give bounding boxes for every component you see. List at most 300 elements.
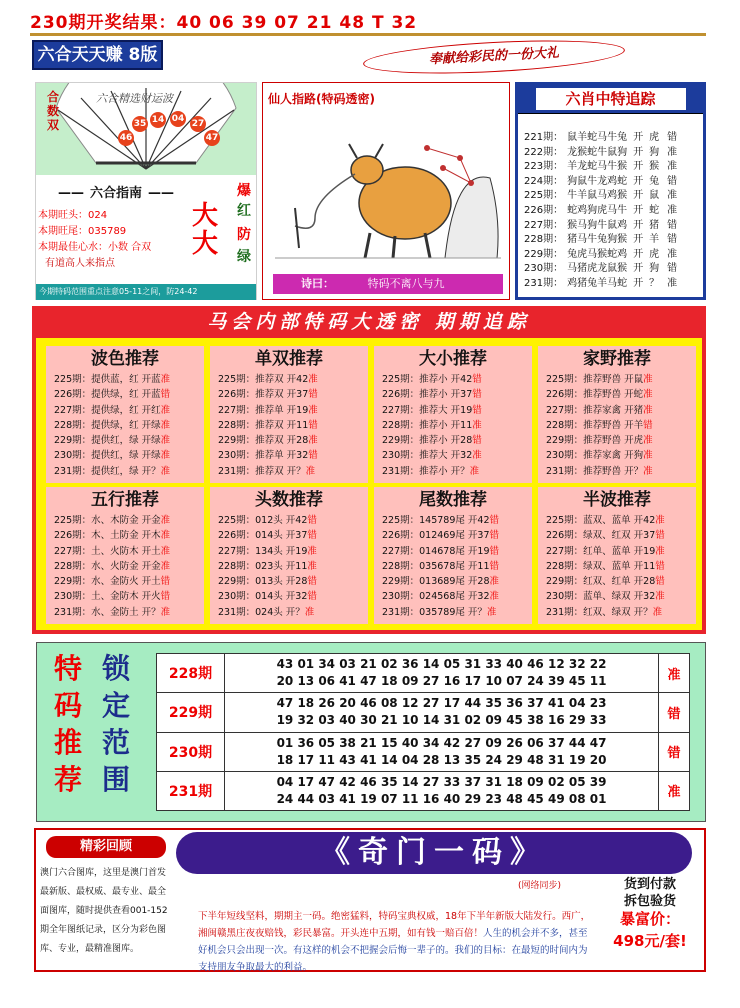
- lock-numbers-line1: 47 18 26 20 46 08 12 27 17 44 35 36 37 41 04 23: [276, 696, 607, 711]
- zodiac-row: [524, 201, 677, 216]
- recommend-line-result: 准: [160, 560, 171, 572]
- range-strip: 今期特码范围重点注意05-11之间，防24-42: [36, 284, 256, 300]
- recommend-line-result: 错: [308, 419, 318, 431]
- recommend-line-result: 错: [472, 404, 482, 416]
- zodiac-row-open: 开: [633, 146, 644, 158]
- zodiac-row-zodiac: 鼠羊蛇马牛兔: [567, 132, 628, 143]
- guide-xin: [38, 238, 151, 253]
- recommend-line-result: 错: [160, 389, 171, 401]
- recommend-line-text: 227期：134头 开19: [218, 545, 308, 557]
- zodiac-row-open: 开: [633, 205, 644, 216]
- recommend-line-result: 错: [489, 560, 500, 572]
- recommend-line-text: 229期：水、金防火 开土: [54, 576, 161, 588]
- recommend-line-result: 准: [307, 560, 317, 572]
- recommend-line: [46, 433, 204, 448]
- recommend-line: [374, 513, 532, 528]
- lock-numbers-line1: 43 01 34 03 21 02 36 14 05 31 33 40 46 12 32 22: [276, 657, 607, 672]
- xin-label: 本期最佳心水：: [38, 242, 108, 253]
- recommend-line: [538, 513, 696, 528]
- recommend-line-result: 错: [655, 560, 665, 572]
- zodiac-row-period: 226期：: [524, 205, 564, 216]
- recommend-line-result: 错: [655, 576, 665, 588]
- ox-illustration: [275, 108, 501, 270]
- recommend-line: [538, 559, 696, 574]
- zodiac-row-zodiac: 牛羊鼠马鸡猴: [567, 190, 628, 202]
- recommend-line-text: 228期：推荐双 开11: [218, 419, 309, 431]
- zodiac-row-result: 错: [667, 175, 678, 187]
- side-word-3: 绿: [237, 249, 251, 265]
- ball-0: 35: [132, 116, 148, 132]
- zodiac-row: [524, 230, 677, 245]
- lock-left-char-3: 荐: [53, 763, 82, 796]
- guide-title: —— 六合指南 ——: [58, 186, 175, 201]
- recommend-line-result: 准: [160, 419, 171, 431]
- price-caption: 暴富价：: [619, 910, 680, 928]
- zodiac-row-zodiac: 蛇鸡狗虎马牛: [567, 205, 628, 216]
- recommend-line-result: 准: [308, 404, 318, 416]
- recommend-line: [374, 574, 532, 589]
- lock-numbers-line2: 19 32 03 40 30 21 10 14 31 02 09 45 38 16 29 33: [276, 713, 607, 728]
- guide-note: 有道高人来指点: [45, 258, 115, 269]
- lock-numbers: [225, 654, 659, 693]
- zodiac-row-open: 开: [633, 219, 644, 231]
- zodiac-row-zodiac: 猪马牛兔狗猴: [567, 234, 628, 246]
- recommend-line-result: 准: [655, 515, 665, 526]
- recommend-line-text: 227期：推荐大 开19: [382, 404, 473, 416]
- recommend-card: [538, 346, 696, 483]
- recommend-card: [46, 346, 204, 483]
- recommend-line-result: 准: [643, 465, 653, 477]
- recommend-line-result: 准: [472, 450, 482, 462]
- cod-line-2: 拆包验货: [623, 894, 676, 909]
- zodiac-row: [524, 274, 677, 289]
- recommend-line: [46, 372, 204, 387]
- zodiac-row-period: 221期：: [524, 132, 564, 143]
- poem-label: 诗曰：: [301, 277, 334, 290]
- zodiac-row-period: 227期：: [524, 219, 564, 231]
- recommend-line-result: 准: [160, 374, 171, 385]
- recommend-line-text: 225期：提供蓝，红 开蓝: [54, 374, 161, 385]
- recommend-line-text: 229期：推荐野兽 开虎: [546, 435, 644, 447]
- recommend-line-result: 准: [472, 419, 482, 431]
- recommend-line-text: 231期：035789尾 开？: [382, 606, 487, 618]
- heshu-label: 合数双: [46, 90, 59, 132]
- zodiac-row-zodiac: 鸡猪兔羊马蛇: [567, 278, 628, 289]
- cod-label: [600, 876, 700, 910]
- zodiac-row: [524, 157, 677, 172]
- zodiac-row-animal: 狗: [649, 263, 660, 275]
- side-word-2: 防: [237, 227, 251, 243]
- lock-row: [157, 693, 690, 732]
- zodiac-row-zodiac: 龙猴蛇牛鼠狗: [567, 146, 628, 158]
- recommend-line-text: 227期：推荐家禽 开猪: [546, 404, 644, 416]
- lock-period: 231期: [157, 771, 225, 810]
- promo-text-b: 人生的机会并不多，甚至好机会只会出现一次。有这样的机会不把握会后悔一辈子的。我们的目标：在最短的时间内为支持朋友争取最大的利益。: [198, 928, 588, 973]
- recommend-line-result: 错: [489, 515, 500, 526]
- recommend-card-title: 半波推荐: [583, 490, 651, 510]
- recommend-line-text: 226期：绿双、红双 开37: [546, 530, 656, 542]
- recommend-line: [210, 387, 368, 402]
- recommend-line: [210, 448, 368, 463]
- recommend-line-result: 准: [304, 606, 315, 618]
- recommend-line-text: 227期：提供绿，红 开红: [54, 404, 161, 416]
- recommend-line: [538, 403, 696, 418]
- lock-right-chars: [98, 650, 134, 798]
- side-word-0: 爆: [237, 183, 251, 199]
- recommend-line-result: 准: [655, 591, 665, 603]
- recommend-line-text: 228期：023头 开11: [218, 560, 308, 572]
- recommend-line-result: 准: [643, 435, 653, 447]
- fan-title: 六合精选财运波: [96, 92, 173, 105]
- recommend-line: [538, 605, 696, 620]
- lock-left-char-2: 推: [53, 726, 82, 759]
- recommend-line-text: 226期：推荐小 开37: [382, 389, 473, 401]
- zodiac-row: [524, 172, 677, 187]
- recommend-line-text: 226期：推荐双 开37: [218, 389, 309, 401]
- recommend-line: [210, 372, 368, 387]
- zodiac-row-result: 错: [667, 132, 678, 143]
- recommend-card: [374, 346, 532, 483]
- recommend-line: [538, 448, 696, 463]
- zodiac-row-animal: 猴: [649, 161, 660, 173]
- recommend-card-title: 头数推荐: [255, 490, 323, 510]
- guide-tou: [38, 206, 107, 221]
- recommend-line-text: 228期：绿双、蓝单 开11: [546, 560, 656, 572]
- qimen-title: 《奇门一码》: [176, 832, 692, 874]
- recommend-line-result: 错: [489, 545, 500, 557]
- recommend-line-text: 225期：水、木防金 开金: [54, 515, 161, 526]
- zodiac-row-open: 开: [633, 234, 644, 246]
- lock-right-char-2: 范: [101, 726, 130, 759]
- lock-numbers-line2: 20 13 06 41 47 18 09 27 16 17 10 07 24 39 45 11: [276, 674, 607, 689]
- lock-table: [156, 653, 690, 811]
- ball-4: 46: [118, 130, 134, 146]
- recommend-line: [210, 528, 368, 543]
- zodiac-row-open: 开: [633, 263, 644, 275]
- recommend-line-result: 准: [469, 465, 480, 477]
- zodiac-row-open: 开: [633, 190, 644, 202]
- recommend-line: [46, 559, 204, 574]
- recommend-line: [538, 464, 696, 479]
- recommend-line: [46, 464, 204, 479]
- zodiac-row-animal: 鼠: [649, 190, 660, 202]
- recommend-line-text: 229期：提供红，绿 开绿: [54, 435, 161, 447]
- zodiac-row: [524, 216, 677, 231]
- recommend-line: [374, 387, 532, 402]
- recommend-line-result: 错: [472, 435, 482, 447]
- recommend-line-result: 准: [643, 450, 653, 462]
- draw-result-title: 230期开奖结果：40 06 39 07 21 48 T 32: [30, 13, 418, 33]
- recommend-line: [374, 464, 532, 479]
- side-word-1: 红: [237, 203, 251, 219]
- recommend-line-text: 228期：提供绿，红 开绿: [54, 419, 161, 431]
- recommend-line-text: 230期：土、金防木 开火: [54, 591, 161, 603]
- ball-3: 27: [190, 116, 206, 132]
- zodiac-row-period: 223期：: [524, 161, 564, 173]
- recommend-card: [538, 487, 696, 624]
- recommend-line: [46, 403, 204, 418]
- recommend-line-text: 229期：红双、红单 开28: [546, 576, 656, 588]
- recommend-line: [538, 544, 696, 559]
- recommend-line-text: 226期：推荐野兽 开蛇: [546, 389, 644, 401]
- recommend-line-text: 228期：推荐野兽 开羊: [546, 419, 644, 431]
- recommend-line-text: 230期：推荐大 开32: [382, 450, 473, 462]
- zodiac-row-animal: 狗: [649, 146, 660, 158]
- recommend-line: [538, 387, 696, 402]
- zodiac-row-period: 229期：: [524, 248, 564, 260]
- zodiac-row-animal: 虎: [649, 248, 660, 260]
- recommend-line-result: 准: [160, 450, 171, 462]
- zodiac-row-result: 错: [667, 234, 678, 246]
- zodiac-row: [524, 259, 677, 274]
- recommend-card: [46, 487, 204, 624]
- recommend-line: [374, 433, 532, 448]
- recommend-line: [210, 418, 368, 433]
- recommend-line-result: 错: [307, 530, 317, 542]
- recommend-line-text: 228期：035678尾 开11: [382, 560, 490, 572]
- recommend-line-text: 230期：推荐家禽 开狗: [546, 450, 644, 462]
- immortal-title: 仙人指路(特码透密): [268, 92, 375, 106]
- zodiac-row: [524, 143, 677, 158]
- recommend-line-result: 准: [160, 515, 171, 526]
- recommend-line: [538, 433, 696, 448]
- recommend-line-result: 准: [160, 435, 171, 447]
- recommend-line-text: 231期：水、金防土 开？: [54, 606, 161, 618]
- recommend-line: [46, 589, 204, 604]
- recommend-line-text: 229期：推荐双 开28: [218, 435, 309, 447]
- lock-period: 230期: [157, 732, 225, 771]
- recommend-line-result: 错: [160, 591, 171, 603]
- recommend-line-text: 226期：木、土防金 开木: [54, 530, 161, 542]
- recommend-line-result: 错: [472, 389, 482, 401]
- zodiac-row-zodiac: 狗鼠牛龙鸡蛇: [567, 175, 628, 187]
- recommend-line: [210, 544, 368, 559]
- recommend-line-result: 错: [160, 576, 171, 588]
- recommend-line-text: 229期：013头 开28: [218, 576, 308, 588]
- zodiac-row-zodiac: 马猪虎龙鼠猴: [567, 263, 628, 275]
- recommend-line-result: 错: [489, 530, 500, 542]
- recommend-line: [210, 559, 368, 574]
- recommend-line-text: 228期：推荐小 开11: [382, 419, 473, 431]
- recommend-line-text: 230期：提供红，绿 开绿: [54, 450, 161, 462]
- recommend-line-result: 准: [160, 545, 171, 557]
- recommend-line-result: 准: [305, 465, 316, 477]
- recommend-line-result: 错: [655, 530, 665, 542]
- lock-period: 228期: [157, 654, 225, 693]
- recommend-line-text: 225期：推荐小 开42: [382, 374, 473, 385]
- recommend-line: [374, 589, 532, 604]
- recommend-line-text: 227期：014678尾 开19: [382, 545, 490, 557]
- recommend-line-text: 231期：024头 开？: [218, 606, 305, 618]
- recommend-line: [46, 544, 204, 559]
- zodiac-row-period: 225期：: [524, 190, 564, 202]
- recommend-line-result: 准: [643, 404, 653, 416]
- recommend-line-result: 准: [486, 606, 497, 618]
- lock-numbers-line2: 18 17 11 43 41 14 04 28 13 35 24 29 48 31 19 20: [276, 752, 607, 767]
- ball-1: 14: [150, 112, 166, 128]
- recommend-line: [46, 574, 204, 589]
- promo-text-a: 下半年短线坚料，期期主一码。绝密猛料，特码宝典权威，18年下半年新版大陆发行。西广，湘闽赣黑庄夜夜赔钱，彩民暴富。开头连中五期，如有钱一赔百倍！: [198, 911, 591, 939]
- gift-slogan: 奉献给彩民的一份大礼: [362, 35, 625, 79]
- recommend-line-result: 准: [160, 606, 171, 618]
- lock-numbers: [225, 771, 659, 810]
- recommend-line-text: 230期：蓝单、绿双 开32: [546, 591, 656, 603]
- guide-wei: [38, 222, 126, 237]
- lock-right-char-0: 锁: [101, 652, 130, 685]
- recommend-line-text: 231期：推荐小 开？: [382, 465, 470, 477]
- recommend-line: [46, 528, 204, 543]
- recommend-line: [374, 403, 532, 418]
- zodiac-row-result: 准: [667, 146, 678, 158]
- recommend-line-text: 231期：推荐双 开？: [218, 465, 306, 477]
- recommend-line: [374, 605, 532, 620]
- edition-banner: 六合天天赚 8版: [32, 40, 163, 70]
- zodiac-row: [524, 186, 677, 201]
- recommend-line-text: 231期：推荐野兽 开？: [546, 465, 644, 477]
- zodiac-row-zodiac: 猴马狗牛鼠鸡: [567, 219, 628, 231]
- recommend-card: [210, 487, 368, 624]
- zodiac-row-animal: ？: [649, 278, 660, 289]
- recommend-card-title: 五行推荐: [91, 490, 159, 510]
- guide-title-text: 六合指南: [90, 186, 143, 201]
- wei-value: 035789: [88, 226, 127, 237]
- cod-line-1: 货到付款: [623, 877, 676, 892]
- tou-value: 024: [88, 210, 108, 221]
- lock-row: [157, 654, 690, 693]
- poem-text: 特码不离八与九: [367, 277, 445, 290]
- lock-numbers-line1: 01 36 05 38 21 15 40 34 42 27 09 26 06 37 44 47: [276, 735, 607, 750]
- wei-label: 本期旺尾：: [38, 226, 88, 237]
- lock-period: 229期: [157, 693, 225, 732]
- zodiac-row-open: 开: [633, 175, 644, 187]
- recommend-card-title: 尾数推荐: [419, 490, 487, 510]
- recommend-line: [210, 513, 368, 528]
- zodiac-row-animal: 猪: [649, 219, 660, 231]
- recommend-card-title: 大小推荐: [419, 349, 487, 369]
- zodiac-row-animal: 蛇: [649, 205, 660, 216]
- zodiac-row-result: 准: [667, 278, 678, 289]
- recommend-line-text: 225期：145789尾 开42: [382, 515, 490, 526]
- poem-bar: [273, 274, 503, 294]
- recommend-line: [46, 513, 204, 528]
- recommend-line-result: 准: [643, 374, 653, 385]
- lock-right-char-3: 围: [101, 763, 130, 796]
- recommend-line: [210, 589, 368, 604]
- recommend-line: [374, 418, 532, 433]
- zodiac-row-result: 准: [667, 161, 678, 173]
- lock-numbers-line2: 24 44 03 41 19 07 11 16 40 29 23 48 45 49 08 01: [276, 791, 607, 806]
- lock-result: 错: [659, 732, 690, 771]
- lock-row: [157, 771, 690, 810]
- recommend-line-text: 227期：土、火防木 开土: [54, 545, 161, 557]
- recommend-line-result: 准: [160, 530, 171, 542]
- recommend-line-text: 225期：012头 开42: [218, 515, 308, 526]
- recommend-line-text: 230期：014头 开32: [218, 591, 308, 603]
- promo-text: [198, 908, 592, 976]
- lock-numbers-line1: 04 17 47 42 46 35 14 27 33 37 31 18 09 02 05 39: [276, 774, 607, 789]
- recommend-line-text: 227期：推荐单 开19: [218, 404, 309, 416]
- recommend-line-text: 230期：024568尾 开32: [382, 591, 490, 603]
- recommend-line-result: 错: [307, 591, 317, 603]
- zodiac-row-open: 开: [633, 278, 644, 289]
- recommend-line: [374, 372, 532, 387]
- recommend-card-title: 波色推荐: [91, 349, 159, 369]
- recommend-line: [538, 528, 696, 543]
- recommend-line-result: 错: [307, 576, 317, 588]
- review-text: 澳门六合图库，这里是澳门首发最新版、最权威、最专业、最全面图库，随时提供查看001-152期全年图纸记录，区分为彩色图库、专业，最精准图库。: [40, 868, 168, 954]
- tou-label: 本期旺头：: [38, 210, 88, 221]
- recommend-line: [46, 418, 204, 433]
- review-badge: 精彩回顾: [46, 836, 166, 858]
- zodiac-row-period: 228期：: [524, 234, 564, 246]
- price-value: 498元/套!: [613, 932, 687, 950]
- ball-5: 47: [204, 130, 220, 146]
- recommend-line-result: 错: [308, 450, 318, 462]
- zodiac-row-zodiac: 兔虎马猴蛇鸡: [567, 248, 628, 260]
- recommend-line-result: 准: [308, 374, 318, 385]
- recommend-line-text: 229期：013689尾 开28: [382, 576, 490, 588]
- zodiac-row-result: 错: [667, 263, 678, 275]
- recommend-line: [210, 464, 368, 479]
- recommend-line-result: 准: [307, 545, 317, 557]
- zodiac-row: [524, 128, 677, 143]
- recommend-line-text: 225期：蓝双、蓝单 开42: [546, 515, 656, 526]
- recommend-line: [538, 574, 696, 589]
- zodiac-row-period: 231期：: [524, 278, 564, 289]
- big-character: 大大: [191, 201, 218, 259]
- recommend-card: [210, 346, 368, 483]
- recommend-line-text: 225期：推荐野兽 开鼠: [546, 374, 644, 385]
- recommend-line-text: 228期：水、火防金 开金: [54, 560, 161, 572]
- zodiac-row-result: 准: [667, 248, 678, 260]
- recommend-line: [210, 403, 368, 418]
- recommend-line: [374, 448, 532, 463]
- recommend-line: [374, 559, 532, 574]
- recommend-line-result: 错: [643, 419, 653, 431]
- xin-value: 小数 合双: [108, 242, 152, 253]
- recommend-line-result: 错: [472, 374, 482, 385]
- recommend-line-result: 准: [652, 606, 663, 618]
- lock-result: 准: [659, 771, 690, 810]
- recommend-line-result: 准: [308, 435, 318, 447]
- zodiac-row-animal: 虎: [649, 132, 660, 143]
- zodiac-row-result: 错: [667, 219, 678, 231]
- zodiac-row-open: 开: [633, 161, 644, 173]
- recommend-line-text: 231期：红双、绿双 开？: [546, 606, 653, 618]
- recommend-line-text: 225期：推荐双 开42: [218, 374, 309, 385]
- zodiac-row-open: 开: [633, 132, 644, 143]
- recommend-card: [374, 487, 532, 624]
- lock-result: 准: [659, 654, 690, 693]
- lock-result: 错: [659, 693, 690, 732]
- lock-right-char-1: 定: [101, 689, 130, 722]
- lock-left-chars: [50, 650, 86, 798]
- recommend-line: [210, 433, 368, 448]
- recommend-line-result: 错: [307, 515, 317, 526]
- ball-2: 04: [170, 111, 186, 127]
- recommend-line: [538, 418, 696, 433]
- recommend-line-text: 226期：012469尾 开37: [382, 530, 490, 542]
- recommend-line-text: 229期：推荐小 开28: [382, 435, 473, 447]
- recommend-line: [46, 448, 204, 463]
- zodiac-title: 六肖中特追踪: [536, 88, 686, 110]
- recommend-line: [374, 528, 532, 543]
- recommend-line: [538, 589, 696, 604]
- zodiac-row-animal: 羊: [649, 234, 660, 246]
- lock-numbers: [225, 693, 659, 732]
- recommend-line: [210, 605, 368, 620]
- recommend-line-text: 227期：红单、蓝单 开19: [546, 545, 656, 557]
